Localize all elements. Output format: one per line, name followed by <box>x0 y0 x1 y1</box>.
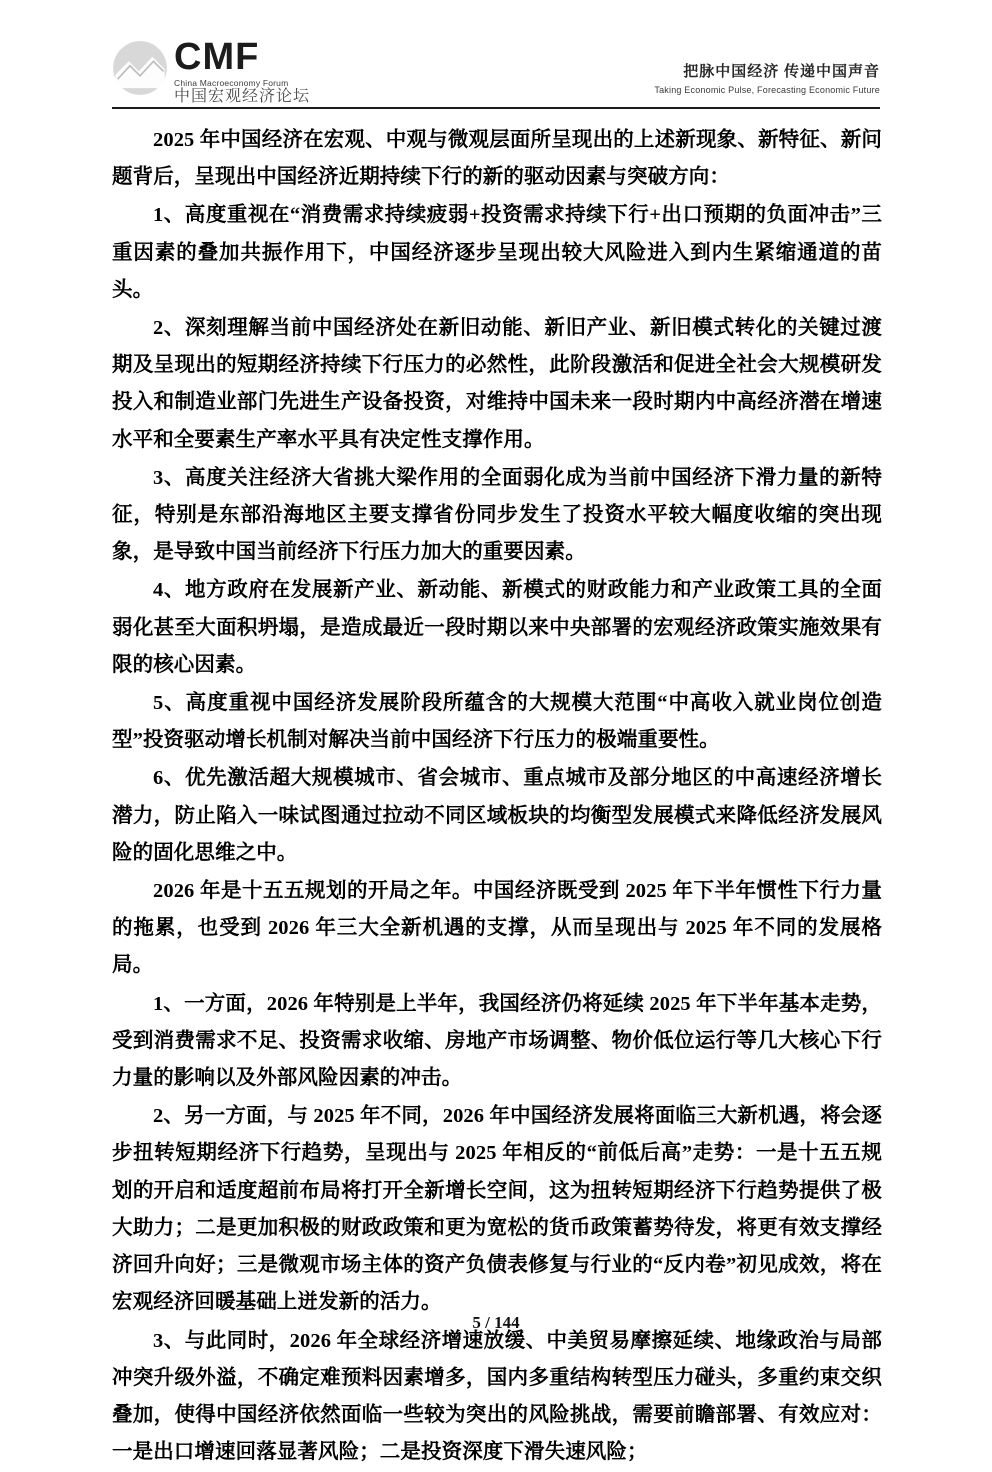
paragraph: 1、一方面，2026 年特别是上半年，我国经济仍将延续 2025 年下半年基本走势，受到消费需求不足、投资需求收缩、房地产市场调整、物价低位运行等几大核心下行力量的影响以及外部风险因素的冲击。 <box>112 992 882 1090</box>
header-slogan-chinese: 把脉中国经济 传递中国声音 <box>683 64 880 80</box>
paragraph: 2026 年是十五五规划的开局之年。中国经济既受到 2025 年下半年惯性下行力量的拖累，也受到 2026 年三大全新机遇的支撑，从而呈现出与 2025 年不同的发展格局。 <box>112 880 882 977</box>
header-divider <box>112 107 880 109</box>
cmf-logo-abbr: CMF <box>174 36 260 78</box>
paragraph: 3、高度关注经济大省挑大梁作用的全面弱化成为当前中国经济下滑力量的新特征，特别是东部沿海地区主要支撑省份同步发生了投资水平较大幅度收缩的突出现象，是导致中国当前经济下行压力加大的重要因素。 <box>112 466 882 564</box>
paragraph: 2025 年中国经济在宏观、中观与微观层面所呈现出的上述新现象、新特征、新问题背后，呈现出中国经济近期持续下行的新的驱动因素与突破方向： <box>112 129 882 189</box>
cmf-logo-mark-icon <box>112 40 168 96</box>
document-body <box>112 122 882 1472</box>
paragraph: 2、另一方面，与 2025 年不同，2026 年中国经济发展将面临三大新机遇，将会逐步扭转短期经济下行趋势，呈现出与 2025 年相反的“前低后高”走势：一是十五五规划的开启和适度超前布局将打开全新增长空间，这为扭转短期经济下行趋势提供了极大助力；二是更加积极的财政政策和更为宽松的货币政策蓄势待发，将更有效支撑经济回升向好；三是微观市场主体的资产负债表修复与行业的“反内卷”初见成效，将在宏观经济回暖基础上迸发新的活力。 <box>112 1105 882 1314</box>
page-header <box>112 38 880 108</box>
cmf-logo <box>112 38 310 105</box>
paragraph: 3、与此同时，2026 年全球经济增速放缓、中美贸易摩擦延续、地缘政治与局部冲突升级外溢，不确定难预料因素增多，国内多重结构转型压力碰头，多重约束交织叠加，使得中国经济依然面临一些较为突出的风险挑战，需要前瞻部署、有效应对：一是出口增速回落显著风险；二是投资深度下滑失速风险； <box>112 1329 882 1464</box>
header-slogan <box>654 60 880 95</box>
header-slogan-english: Taking Economic Pulse, Forecasting Economic Future <box>654 85 880 95</box>
cmf-logo-english: China Macroeconomy Forum <box>174 78 289 88</box>
cmf-logo-text <box>174 38 310 105</box>
page-number: 5 / 144 <box>472 1313 520 1332</box>
paragraph: 2、深刻理解当前中国经济处在新旧动能、新旧产业、新旧模式转化的关键过渡期及呈现出的短期经济持续下行压力的必然性，此阶段激活和促进全社会大规模研发投入和制造业部门先进生产设备投资，对维持中国未来一段时期内中高经济潜在增速水平和全要素生产率水平具有决定性支撑作用。 <box>112 317 882 451</box>
cmf-logo-chinese: 中国宏观经济论坛 <box>174 87 311 105</box>
paragraph: 5、高度重视中国经济发展阶段所蕴含的大规模大范围“中高收入就业岗位创造型”投资驱动增长机制对解决当前中国经济下行压力的极端重要性。 <box>112 692 882 752</box>
paragraph: 6、优先激活超大规模城市、省会城市、重点城市及部分地区的中高速经济增长潜力，防止陷入一味试图通过拉动不同区域板块的均衡型发展模式来降低经济发展风险的固化思维之中。 <box>112 767 882 864</box>
page-footer <box>0 1313 992 1333</box>
paragraph: 1、高度重视在“消费需求持续疲弱+投资需求持续下行+出口预期的负面冲击”三重因素的叠加共振作用下，中国经济逐步呈现出较大风险进入到内生紧缩通道的苗头。 <box>112 204 882 301</box>
paragraph: 4、地方政府在发展新产业、新动能、新模式的财政能力和产业政策工具的全面弱化甚至大面积坍塌，是造成最近一段时期以来中央部署的宏观经济政策实施效果有限的核心因素。 <box>112 579 882 676</box>
